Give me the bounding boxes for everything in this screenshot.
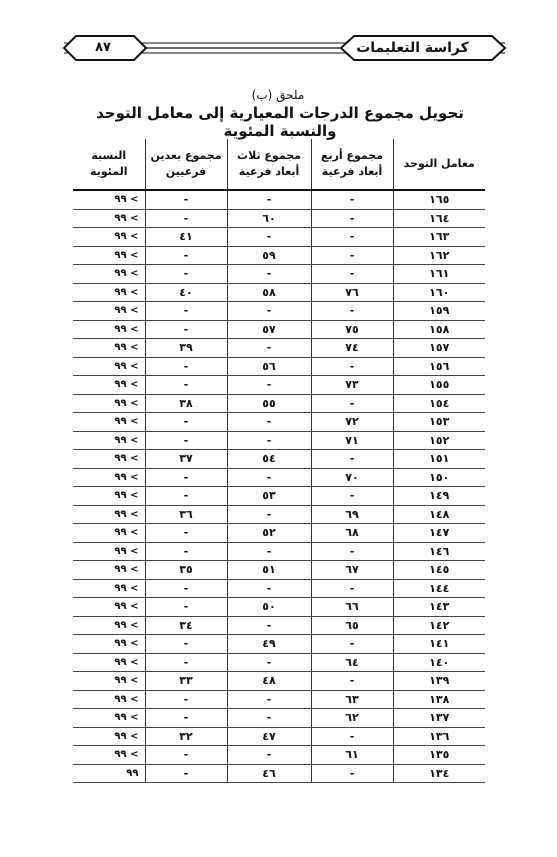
- table-row: [73, 709, 485, 728]
- table-cell: ٦٩: [311, 505, 393, 524]
- table-cell: > ٩٩: [73, 635, 145, 654]
- conversion-table: [73, 139, 485, 783]
- table-cell: ١٤٩: [393, 487, 485, 506]
- table-cell: ٥٤: [227, 450, 311, 469]
- column-header: مجموع ثلاث أبعاد فرعية: [227, 139, 311, 190]
- table-cell: ٤٨: [227, 672, 311, 691]
- table-cell: ٥٠: [227, 598, 311, 617]
- table-cell: -: [145, 579, 227, 598]
- table-cell: ٣٦: [145, 505, 227, 524]
- table-row: [73, 376, 485, 395]
- table-cell: > ٩٩: [73, 505, 145, 524]
- table-cell: > ٩٩: [73, 283, 145, 302]
- table-cell: > ٩٩: [73, 690, 145, 709]
- table-cell: ٦٣: [311, 690, 393, 709]
- table-cell: ١٥٨: [393, 320, 485, 339]
- table-row: [73, 283, 485, 302]
- table-cell: ١٤١: [393, 635, 485, 654]
- table-cell: -: [145, 246, 227, 265]
- table-cell: ١٥٥: [393, 376, 485, 395]
- table-row: [73, 431, 485, 450]
- table-cell: > ٩٩: [73, 357, 145, 376]
- table-cell: -: [145, 690, 227, 709]
- table-row: [73, 505, 485, 524]
- table-cell: ١٤٨: [393, 505, 485, 524]
- table-cell: ٣٩: [145, 339, 227, 358]
- table-cell: > ٩٩: [73, 727, 145, 746]
- table-cell: ٧٠: [311, 468, 393, 487]
- table-cell: ١٣٧: [393, 709, 485, 728]
- table-row: [73, 746, 485, 765]
- table-cell: ١٤٤: [393, 579, 485, 598]
- column-header: النسبة المئوية: [73, 139, 145, 190]
- table-cell: -: [227, 505, 311, 524]
- page-number: ٨٧: [95, 40, 111, 55]
- table-cell: ٧٥: [311, 320, 393, 339]
- table-cell: > ٩٩: [73, 339, 145, 358]
- appendix-label: ملحق (ب): [251, 88, 305, 102]
- table-cell: ٥٦: [227, 357, 311, 376]
- table-cell: -: [227, 431, 311, 450]
- table-cell: ٥٨: [227, 283, 311, 302]
- table-cell: ١٤٥: [393, 561, 485, 580]
- table-row: [73, 246, 485, 265]
- table-cell: ٧٣: [311, 376, 393, 395]
- table-cell: -: [227, 653, 311, 672]
- table-row: [73, 228, 485, 247]
- table-row: [73, 209, 485, 228]
- table-cell: > ٩٩: [73, 487, 145, 506]
- table-cell: > ٩٩: [73, 561, 145, 580]
- table-cell: ٣٤: [145, 616, 227, 635]
- table-cell: -: [227, 468, 311, 487]
- table-row: [73, 450, 485, 469]
- table-cell: -: [311, 635, 393, 654]
- table-cell: -: [145, 524, 227, 543]
- table-cell: ١٦١: [393, 265, 485, 284]
- table-cell: -: [311, 228, 393, 247]
- table-cell: -: [145, 302, 227, 321]
- table-cell: ٧٢: [311, 413, 393, 432]
- table-cell: -: [311, 727, 393, 746]
- table-cell: -: [145, 542, 227, 561]
- table-cell: > ٩٩: [73, 228, 145, 247]
- table-cell: ٣٧: [145, 450, 227, 469]
- table-cell: -: [227, 339, 311, 358]
- table-cell: -: [145, 209, 227, 228]
- table-cell: ٥٣: [227, 487, 311, 506]
- table-row: [73, 339, 485, 358]
- table-cell: ٧١: [311, 431, 393, 450]
- table-cell: -: [227, 709, 311, 728]
- table-cell: ٥٧: [227, 320, 311, 339]
- table-cell: ١٥٩: [393, 302, 485, 321]
- table-body: [73, 190, 485, 783]
- table-cell: -: [145, 413, 227, 432]
- table-cell: > ٩٩: [73, 672, 145, 691]
- table-cell: > ٩٩: [73, 709, 145, 728]
- table-row: [73, 764, 485, 783]
- table-cell: > ٩٩: [73, 746, 145, 765]
- table-cell: -: [145, 709, 227, 728]
- table-cell: -: [311, 265, 393, 284]
- table-cell: -: [227, 376, 311, 395]
- table-cell: -: [145, 598, 227, 617]
- table-cell: ١٤٦: [393, 542, 485, 561]
- table-cell: > ٩٩: [73, 450, 145, 469]
- running-title: كراسة التعليمات: [356, 40, 469, 56]
- table-cell: -: [227, 690, 311, 709]
- table-cell: ٣٥: [145, 561, 227, 580]
- table-cell: ٦٠: [227, 209, 311, 228]
- table-cell: -: [145, 487, 227, 506]
- table-cell: -: [227, 579, 311, 598]
- table-cell: ١٥٣: [393, 413, 485, 432]
- table-cell: ٦٧: [311, 561, 393, 580]
- table-cell: -: [311, 764, 393, 783]
- table-cell: -: [311, 246, 393, 265]
- table-cell: ١٥٠: [393, 468, 485, 487]
- table-cell: -: [227, 616, 311, 635]
- table-cell: > ٩٩: [73, 265, 145, 284]
- column-header: مجموع بعدين فرعيين: [145, 139, 227, 190]
- table-cell: -: [311, 579, 393, 598]
- table-row: [73, 524, 485, 543]
- table-cell: ٧٤: [311, 339, 393, 358]
- table-cell: -: [145, 320, 227, 339]
- table-row: [73, 690, 485, 709]
- table-row: [73, 598, 485, 617]
- table-cell: > ٩٩: [73, 394, 145, 413]
- table-cell: -: [227, 228, 311, 247]
- table-cell: > ٩٩: [73, 302, 145, 321]
- table-row: [73, 320, 485, 339]
- table-cell: ٧٦: [311, 283, 393, 302]
- table-cell: -: [311, 542, 393, 561]
- table-row: [73, 190, 485, 209]
- table-cell: ١٥٦: [393, 357, 485, 376]
- table-cell: ٦٨: [311, 524, 393, 543]
- table-cell: ١٥٧: [393, 339, 485, 358]
- table-cell: > ٩٩: [73, 413, 145, 432]
- table-cell: ٦١: [311, 746, 393, 765]
- table-cell: > ٩٩: [73, 616, 145, 635]
- table-row: [73, 265, 485, 284]
- table-cell: -: [145, 265, 227, 284]
- table-cell: -: [227, 746, 311, 765]
- table-cell: > ٩٩: [73, 468, 145, 487]
- table-cell: ١٦٣: [393, 228, 485, 247]
- table-cell: -: [227, 190, 311, 209]
- table-cell: > ٩٩: [73, 653, 145, 672]
- table-cell: ١٦٥: [393, 190, 485, 209]
- table-cell: > ٩٩: [73, 579, 145, 598]
- table-cell: -: [145, 376, 227, 395]
- table-row: [73, 302, 485, 321]
- table-cell: ١٦٤: [393, 209, 485, 228]
- table-cell: -: [311, 394, 393, 413]
- table-cell: ٥١: [227, 561, 311, 580]
- table-cell: ٣٨: [145, 394, 227, 413]
- table-cell: > ٩٩: [73, 376, 145, 395]
- table-row: [73, 357, 485, 376]
- table-cell: > ٩٩: [73, 246, 145, 265]
- table-cell: ٤٠: [145, 283, 227, 302]
- table-cell: ٤٩: [227, 635, 311, 654]
- table-cell: > ٩٩: [73, 598, 145, 617]
- table-cell: ١٣٤: [393, 764, 485, 783]
- table-cell: ١٣٩: [393, 672, 485, 691]
- table-cell: ١٤٣: [393, 598, 485, 617]
- table-cell: ٥٩: [227, 246, 311, 265]
- table-row: [73, 672, 485, 691]
- table-cell: -: [311, 672, 393, 691]
- table-cell: ٦٢: [311, 709, 393, 728]
- table-cell: ٣٣: [145, 672, 227, 691]
- table-cell: -: [145, 357, 227, 376]
- table-cell: ٤١: [145, 228, 227, 247]
- table-cell: ٥٢: [227, 524, 311, 543]
- table-cell: ٦٥: [311, 616, 393, 635]
- table-cell: -: [145, 190, 227, 209]
- table-row: [73, 616, 485, 635]
- table-cell: ١٤٢: [393, 616, 485, 635]
- table-cell: > ٩٩: [73, 524, 145, 543]
- table-row: [73, 468, 485, 487]
- table-cell: -: [145, 653, 227, 672]
- table-cell: -: [311, 487, 393, 506]
- table-cell: -: [227, 302, 311, 321]
- table-cell: ١٣٨: [393, 690, 485, 709]
- table-cell: -: [227, 542, 311, 561]
- table-cell: ٥٥: [227, 394, 311, 413]
- table-cell: ١٣٦: [393, 727, 485, 746]
- table-cell: ١٤٧: [393, 524, 485, 543]
- table-cell: ٦٤: [311, 653, 393, 672]
- column-header: معامل التوحد: [393, 139, 485, 190]
- table-cell: ١٥٤: [393, 394, 485, 413]
- table-cell: ٤٦: [227, 764, 311, 783]
- table-cell: -: [311, 190, 393, 209]
- column-header: مجموع أربع أبعاد فرعية: [311, 139, 393, 190]
- table-cell: > ٩٩: [73, 542, 145, 561]
- table-header-row: [73, 139, 485, 190]
- table-row: [73, 542, 485, 561]
- table-cell: -: [145, 468, 227, 487]
- table-cell: -: [311, 209, 393, 228]
- table-cell: > ٩٩: [73, 190, 145, 209]
- table-cell: ١٥١: [393, 450, 485, 469]
- table-cell: -: [145, 764, 227, 783]
- table-cell: ٩٩: [73, 764, 145, 783]
- table-cell: -: [145, 431, 227, 450]
- table-cell: ١٤٠: [393, 653, 485, 672]
- table-cell: -: [145, 635, 227, 654]
- table-cell: ١٣٥: [393, 746, 485, 765]
- table-cell: > ٩٩: [73, 209, 145, 228]
- table-cell: -: [227, 265, 311, 284]
- table-row: [73, 561, 485, 580]
- table-row: [73, 579, 485, 598]
- table-cell: ١٥٢: [393, 431, 485, 450]
- table-cell: -: [227, 413, 311, 432]
- table-cell: -: [311, 357, 393, 376]
- data-table: [73, 139, 485, 783]
- table-row: [73, 727, 485, 746]
- table-cell: > ٩٩: [73, 431, 145, 450]
- table-cell: -: [311, 450, 393, 469]
- table-row: [73, 413, 485, 432]
- table-row: [73, 635, 485, 654]
- table-cell: ٤٧: [227, 727, 311, 746]
- table-cell: ١٦٢: [393, 246, 485, 265]
- table-cell: ٣٢: [145, 727, 227, 746]
- table-cell: -: [145, 746, 227, 765]
- table-cell: > ٩٩: [73, 320, 145, 339]
- table-row: [73, 487, 485, 506]
- table-cell: ١٦٠: [393, 283, 485, 302]
- table-row: [73, 394, 485, 413]
- page-title: تحويل مجموع الدرجات المعيارية إلى معامل التوحد والنسبة المئوية: [96, 104, 464, 140]
- table-row: [73, 653, 485, 672]
- table-cell: -: [311, 302, 393, 321]
- table-cell: ٦٦: [311, 598, 393, 617]
